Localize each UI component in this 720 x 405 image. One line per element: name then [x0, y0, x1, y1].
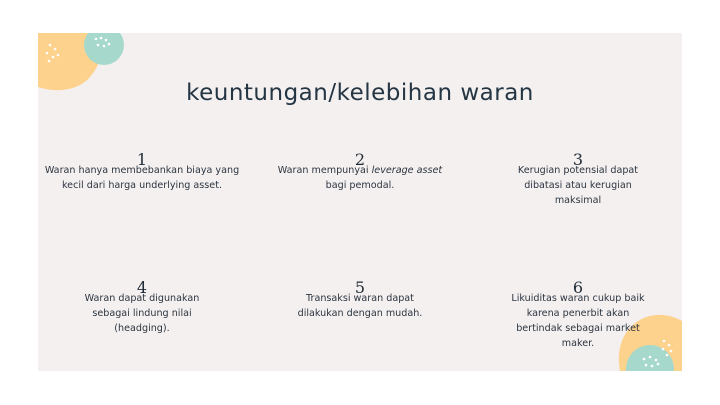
- point-number: 5: [354, 278, 366, 297]
- point-number: 1: [136, 150, 148, 169]
- slide: [38, 33, 682, 371]
- point-text: Likuiditas waran cukup baik karena penerbit akan bertindak sebagai market maker.: [511, 293, 645, 349]
- point-text: Waran mempunyai leverage asset bagi pemodal.: [277, 165, 443, 191]
- point-text: Transaksi waran dapat dilakukan dengan mudah.: [297, 293, 423, 319]
- point-number: 6: [572, 278, 584, 297]
- slide-title: keuntungan/kelebihan waran: [186, 80, 534, 106]
- point-number: 4: [136, 278, 148, 297]
- point-text: Waran hanya membebankan biaya yang kecil dari harga underlying asset.: [44, 165, 240, 191]
- point-number: 3: [572, 150, 584, 169]
- point-number: 2: [354, 150, 366, 169]
- point-text: Waran dapat digunakan sebagai lindung nilai (headging).: [84, 293, 200, 334]
- point-text: Kerugian potensial dapat dibatasi atau kerugian maksimal: [517, 165, 639, 206]
